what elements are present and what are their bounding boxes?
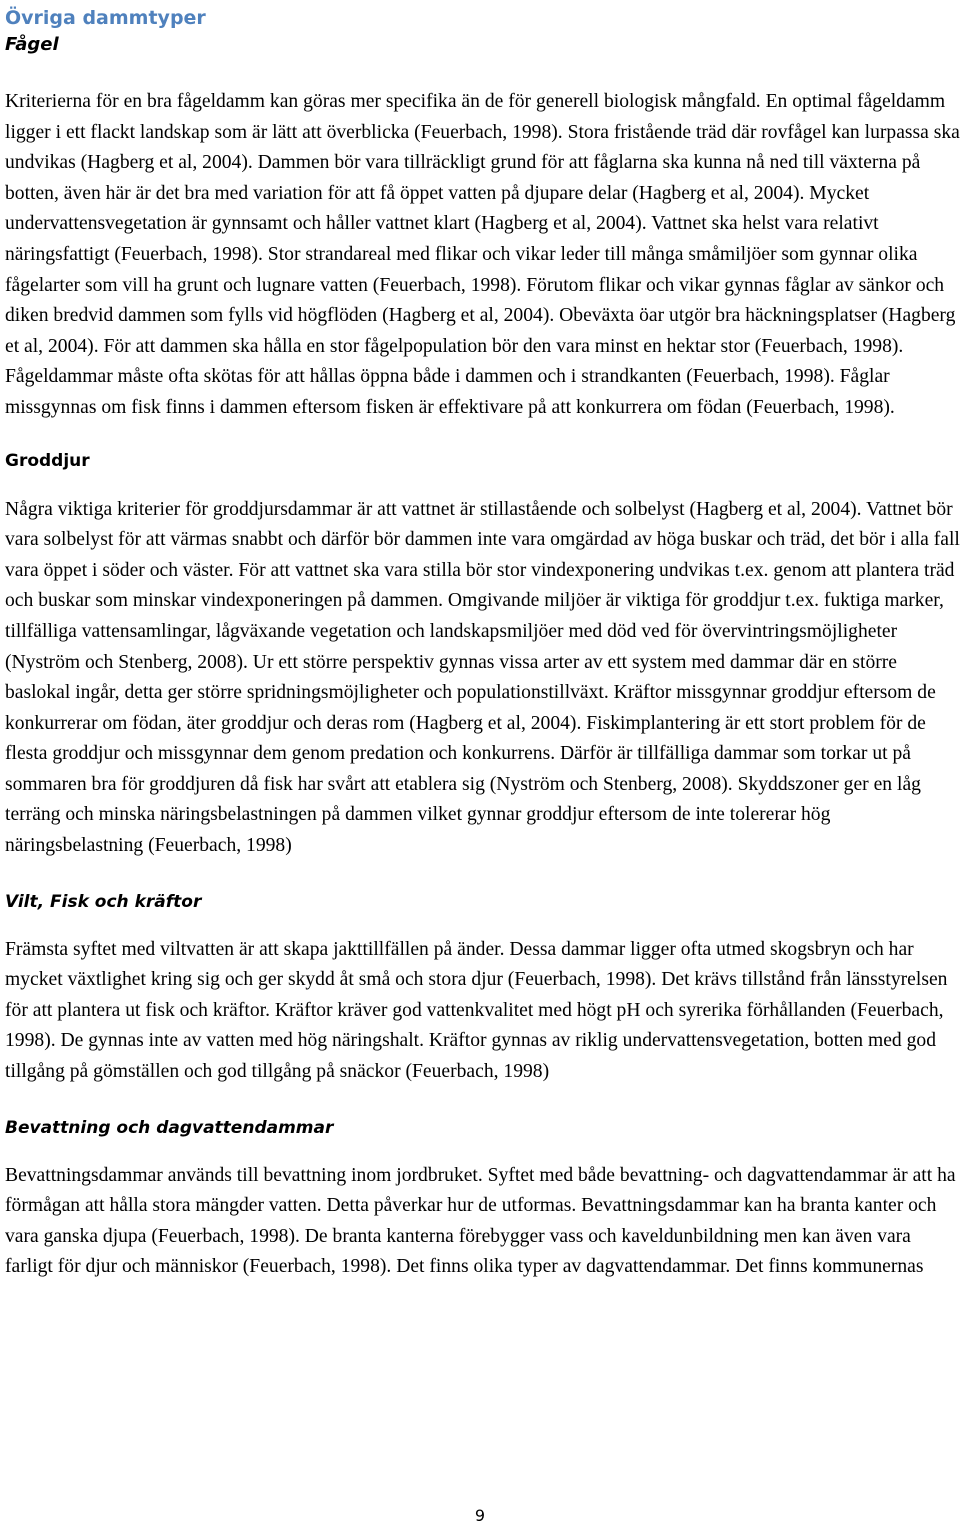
chapter-heading: Övriga dammtyper xyxy=(5,7,206,29)
document-page xyxy=(5,0,960,1283)
section-title-groddjur: Groddjur xyxy=(5,450,90,471)
page-number: 9 xyxy=(474,1506,486,1525)
section-title-bevattning: Bevattning och dagvattendammar xyxy=(5,1117,334,1138)
paragraph-bevattning: Bevattningsdammar används till bevattning inom jordbruket. Syftet med både bevattning- och dagvattendammar är att ha förmågan att hålla stora mängder vatten. Detta påverkar hur de utformas. Bevattningsdammar kan ha branta kanter och vara ganska djupa (Feuerbach, 1998). De branta kanterna förebygger vass och kaveldunbildning men kan även vara farligt för djur och människor (Feuerbach, 1998). Det finns olika typer av dagvattendammar. Det finns kommunernas xyxy=(5,1164,956,1278)
section-title-vilt: Vilt, Fisk och kräftor xyxy=(5,891,202,912)
section-title-fagel: Fågel xyxy=(5,34,59,55)
paragraph-fagel: Kriterierna för en bra fågeldamm kan göras mer specifika än de för generell biologisk mångfald. En optimal fågeldamm ligger i ett flackt landskap som är lätt att överblicka (Feuerbach, 1998). Stora fristående träd där rovfågel kan lurpassa ska undvikas (Hagberg et al, 2004). Dammen bör vara tillräckligt grund för att fåglarna ska kunna nå ned till växterna på botten, även här är det bra med variation för att få öppet vatten på djupare delar (Hagberg et al, 2004). Mycket undervattensvegetation är gynnsamt och håller vattnet klart (Hagberg et al, 2004). Vattnet ska helst vara relativt näringsfattigt (Feuerbach, 1998). Stor strandareal med flikar och vikar leder till många småmiljöer som gynnar olika fågelarter som vill ha grunt och lugnare vatten (Feuerbach, 1998). Förutom flikar och vikar gynnas fåglar av sänkor och diken bredvid dammen som fylls vid högflöden (Hagberg et al, 2004). Obeväxta öar utgör bra häckningsplatser (Hagberg et al, 2004). För att dammen ska hålla en stor fågelpopulation bör den vara minst en hektar stor (Feuerbach, 1998). Fågeldammar måste ofta skötas för att hållas öppna både i dammen och i strandkanten (Feuerbach, 1998). Fåglar missgynnas om fisk finns i dammen eftersom fisken är effektivare på att konkurrera om födan (Feuerbach, 1998). xyxy=(5,91,960,418)
paragraph-groddjur: Några viktiga kriterier för groddjursdammar är att vattnet är stillastående och solbelyst (Hagberg et al, 2004). Vattnet bör vara solbelyst för att värmas snabbt och därför bör dammen inte vara omgärdad av höga buskar och träd, det bör i alla fall vara öppet i söder och väster. För att vattnet ska vara stilla bör stor vindexponering undvikas t.ex. genom att plantera träd och buskar som minskar vindexponeringen på dammen. Omgivande miljöer är viktiga för groddjur t.ex. fuktiga marker, tillfälliga vattensamlingar, lågväxande vegetation och landskapsmiljöer med död ved för övervintringsmöjligheter (Nyström och Stenberg, 2008). Ur ett större perspektiv gynnas vissa arter av ett system med dammar där en större baslokal ingår, detta ger större spridningsmöjligheter och populationstillväxt. Kräftor missgynnar groddjur eftersom de konkurrerar om födan, äter groddjur och deras rom (Hagberg et al, 2004). Fiskimplantering är ett stort problem för de flesta groddjur och missgynnar dem genom predation och konkurrens. Därför är tillfälliga dammar som torkar ut på sommaren bra för groddjuren då fisk har svårt att etablera sig (Nyström och Stenberg, 2008). Skyddszoner ger en låg terräng och minska näringsbelastningen på dammen vilket gynnar groddjur eftersom de inte tolererar hög näringsbelastning (Feuerbach, 1998) xyxy=(5,498,960,857)
paragraph-vilt: Främsta syftet med viltvatten är att skapa jakttillfällen på änder. Dessa dammar ligger ofta utmed skogsbryn och har mycket växtlighet kring sig och ger skydd åt små och stora djur (Feuerbach, 1998). Det krävs tillstånd från länsstyrelsen för att plantera ut fisk och kräftor. Kräftor kräver god vattenkvalitet med högt pH och syrerika förhållanden (Feuerbach, 1998). De gynnas inte av vatten med hög näringshalt. Kräftor gynnas av riklig undervattensvegetation, botten med god tillgång på gömställen och god tillgång på snäckor (Feuerbach, 1998) xyxy=(5,938,948,1083)
